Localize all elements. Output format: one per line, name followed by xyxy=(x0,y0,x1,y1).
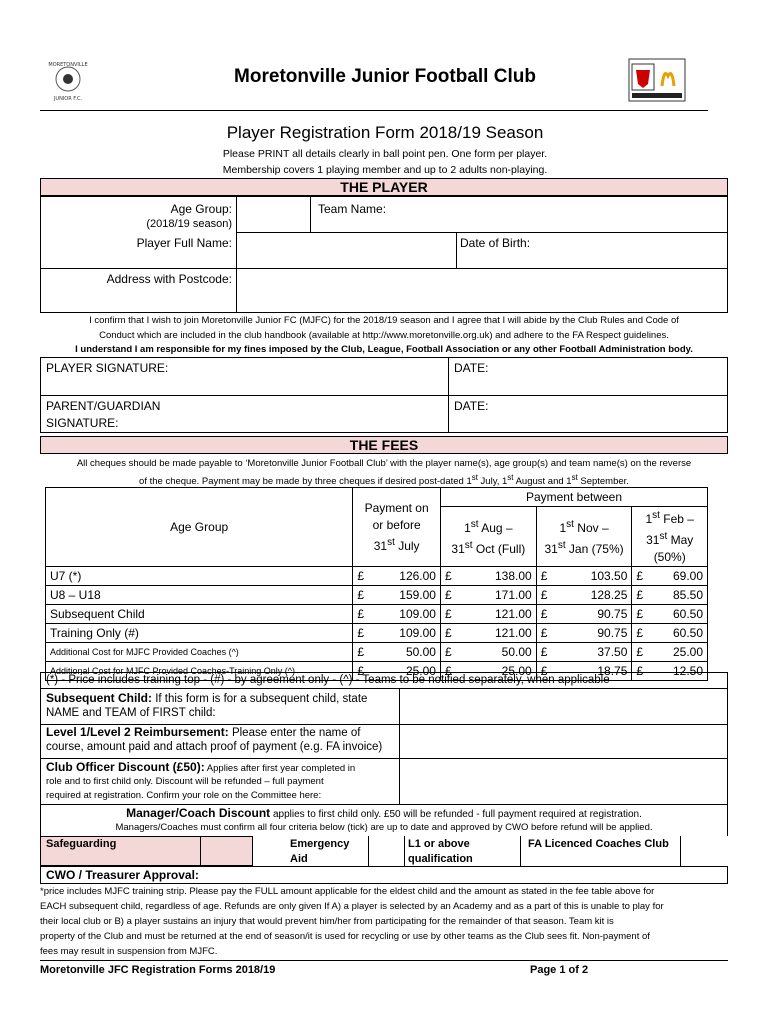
cwo-approval-field[interactable] xyxy=(220,867,724,883)
criteria-safeguarding: Safeguarding xyxy=(46,838,117,850)
payment-on-before-header: Payment on or before 31st July xyxy=(353,488,441,567)
parent-signature-label: PARENT/GUARDIAN xyxy=(46,399,161,413)
footer-left: Moretonville JFC Registration Forms 2018/19 xyxy=(40,964,276,976)
table-row: Training Only (#) £ 109.00 £ 121.00 £ 90.75 £ 60.50 xyxy=(46,624,708,643)
player-date-label: DATE: xyxy=(454,361,489,375)
payment-between-header: Payment between xyxy=(440,488,707,507)
player-date-field[interactable] xyxy=(500,359,724,393)
criteria-fa-licenced: FA Licenced Coaches Club xyxy=(528,838,669,850)
footer-note-4: property of the Club and must be returned at the end of season/it is used for recycling or use by other teams as the Club sees fit. Non-payment of xyxy=(40,931,650,942)
team-name-label: Team Name: xyxy=(318,202,387,216)
criteria-qualification: qualification xyxy=(408,853,473,865)
fees-note-line-1: All cheques should be made payable to ‘Moretonville Junior Football Club’ with the player name(s), age group(s) and team name(s) on the reverse xyxy=(76,458,692,469)
reimbursement-field[interactable] xyxy=(402,726,724,756)
player-section-title: THE PLAYER xyxy=(40,178,728,196)
full-name-label: Player Full Name: xyxy=(136,236,232,250)
footer-divider xyxy=(40,960,728,961)
footer-note-1: *price includes MJFC training strip. Please pay the FULL amount applicable for the eldest child and the amount as stated in the fee table above for xyxy=(40,886,655,897)
svg-text:JUNIOR F.C.: JUNIOR F.C. xyxy=(53,96,83,102)
subsequent-child-text: Subsequent Child: If this form is for a subsequent child, state xyxy=(46,691,368,705)
table-row: Subsequent Child £ 109.00 £ 121.00 £ 90.75 £ 60.50 xyxy=(46,605,708,624)
header-divider xyxy=(40,110,708,111)
footer-note-5: fees may result in suspension from MJFC. xyxy=(40,946,218,957)
parent-date-field[interactable] xyxy=(500,397,724,431)
parent-date-label: DATE: xyxy=(454,399,489,413)
fees-section-title: THE FEES xyxy=(40,436,728,454)
instruction-line-1: Please PRINT all details clearly in ball point pen. One form per player. xyxy=(222,148,548,160)
dob-field[interactable] xyxy=(540,234,724,266)
confirm-line-2: Conduct which are included in the club handbook (available at http://www.moretonville.org.uk) and adhere to the FA Respect guidelines. xyxy=(99,330,669,341)
fees-note-line-2: of the cheque. Payment may be made by three cheques if desired post-dated 1st July, 1st August and 1st September. xyxy=(139,473,629,488)
confirm-fines-statement: I understand I am responsible for my fines imposed by the Club, League, Football Association or any other Football Administration body. xyxy=(75,344,693,355)
first-child-field[interactable] xyxy=(402,690,724,722)
fees-table xyxy=(45,487,708,681)
age-group-field[interactable] xyxy=(238,198,308,230)
criteria-aid: Aid xyxy=(290,853,308,865)
confirm-line-1: I confirm that I wish to join Moretonville Junior FC (MJFC) for the 2018/19 season and I agree that I will abide by the Club Rules and Code of xyxy=(89,315,679,326)
form-title: Player Registration Form 2018/19 Season xyxy=(226,123,544,142)
address-field[interactable] xyxy=(238,270,724,311)
address-label: Address with Postcode: xyxy=(106,272,232,286)
table-row: Additional Cost for MJFC Provided Coaches (^) £ 50.00 £ 50.00 £ 37.50 £ 25.00 xyxy=(46,643,708,662)
player-signature-label: PLAYER SIGNATURE: xyxy=(46,361,169,375)
player-signature-field[interactable] xyxy=(180,359,444,393)
footer-note-3: their local club or B) a player sustains an injury that would prevent him/her from participating for the remainder of that season. Team kit is xyxy=(40,916,614,927)
fa-licenced-tick-box[interactable] xyxy=(680,836,728,866)
table-row: U8 – U18 £ 159.00 £ 171.00 £ 128.25 £ 85.50 xyxy=(46,586,708,605)
criteria-l1: L1 or above xyxy=(408,838,470,850)
instruction-line-2: Membership covers 1 playing member and up to 2 adults non-playing. xyxy=(222,164,548,176)
manager-criteria-note: Managers/Coaches must confirm all four criteria below (tick) are up to date and approved by CWO before refund will be applied. xyxy=(115,822,653,833)
table-row: Additional Cost for MJFC Provided Coaches-Training Only (^) £ 25.00 £ 25.00 £ 18.75 £ 12.50 xyxy=(46,662,708,681)
svg-text:MORETONVILLE: MORETONVILLE xyxy=(48,62,88,68)
period-aug-oct-header: 1st Aug – 31st Oct (Full) xyxy=(440,507,536,567)
age-group-header: Age Group xyxy=(46,488,353,567)
officer-discount-text-2: role and to first child only. Discount will be refunded – full payment xyxy=(46,776,324,787)
fees-footnote: (*) - Price includes training top - (#) - by agreement only - (^) - Teams to be notified separately, when applicable xyxy=(46,674,610,686)
emergency-aid-tick-box[interactable] xyxy=(368,836,405,866)
dob-label: Date of Birth: xyxy=(460,236,531,250)
age-group-season: (2018/19 season) xyxy=(146,218,232,230)
table-row: U7 (*) £ 126.00 £ 138.00 £ 103.50 £ 69.00 xyxy=(46,567,708,586)
subsequent-child-text-2: NAME and TEAM of FIRST child: xyxy=(46,707,216,719)
age-group-label: Age Group: xyxy=(170,202,232,216)
page-number: Page 1 of 2 xyxy=(530,964,589,976)
period-feb-may-header: 1st Feb – 31st May (50%) xyxy=(632,507,708,567)
period-nov-jan-header: 1st Nov – 31st Jan (75%) xyxy=(536,507,632,567)
cwo-approval-label: CWO / Treasurer Approval: xyxy=(46,868,199,882)
team-name-field[interactable] xyxy=(390,198,724,230)
parent-signature-label-2: SIGNATURE: xyxy=(46,416,119,430)
committee-role-field[interactable] xyxy=(402,760,724,802)
footer-note-2: EACH subsequent child, regardless of age. Refunds are only given If A) a player is selected by an Academy and as a part of this is unable to play for xyxy=(40,901,664,912)
manager-discount-text: Manager/Coach Discount applies to first child only. £50 will be refunded - full payment required at registration. xyxy=(126,806,642,820)
page-title: Moretonville Junior Football Club xyxy=(234,66,536,87)
reimbursement-text-2: course, amount paid and attach proof of payment (e.g. FA invoice) xyxy=(46,741,383,753)
l1-tick-box[interactable] xyxy=(470,836,520,866)
criteria-emergency: Emergency xyxy=(290,838,350,850)
reimbursement-text: Level 1/Level 2 Reimbursement: Please enter the name of xyxy=(46,725,361,739)
full-name-field[interactable] xyxy=(238,234,454,266)
officer-discount-text: Club Officer Discount (£50): Applies after first year completed in xyxy=(46,760,356,774)
officer-discount-text-3: required at registration. Confirm your role on the Committee here: xyxy=(46,790,322,801)
safeguarding-tick-box[interactable] xyxy=(200,836,253,866)
parent-signature-field[interactable] xyxy=(180,397,444,431)
